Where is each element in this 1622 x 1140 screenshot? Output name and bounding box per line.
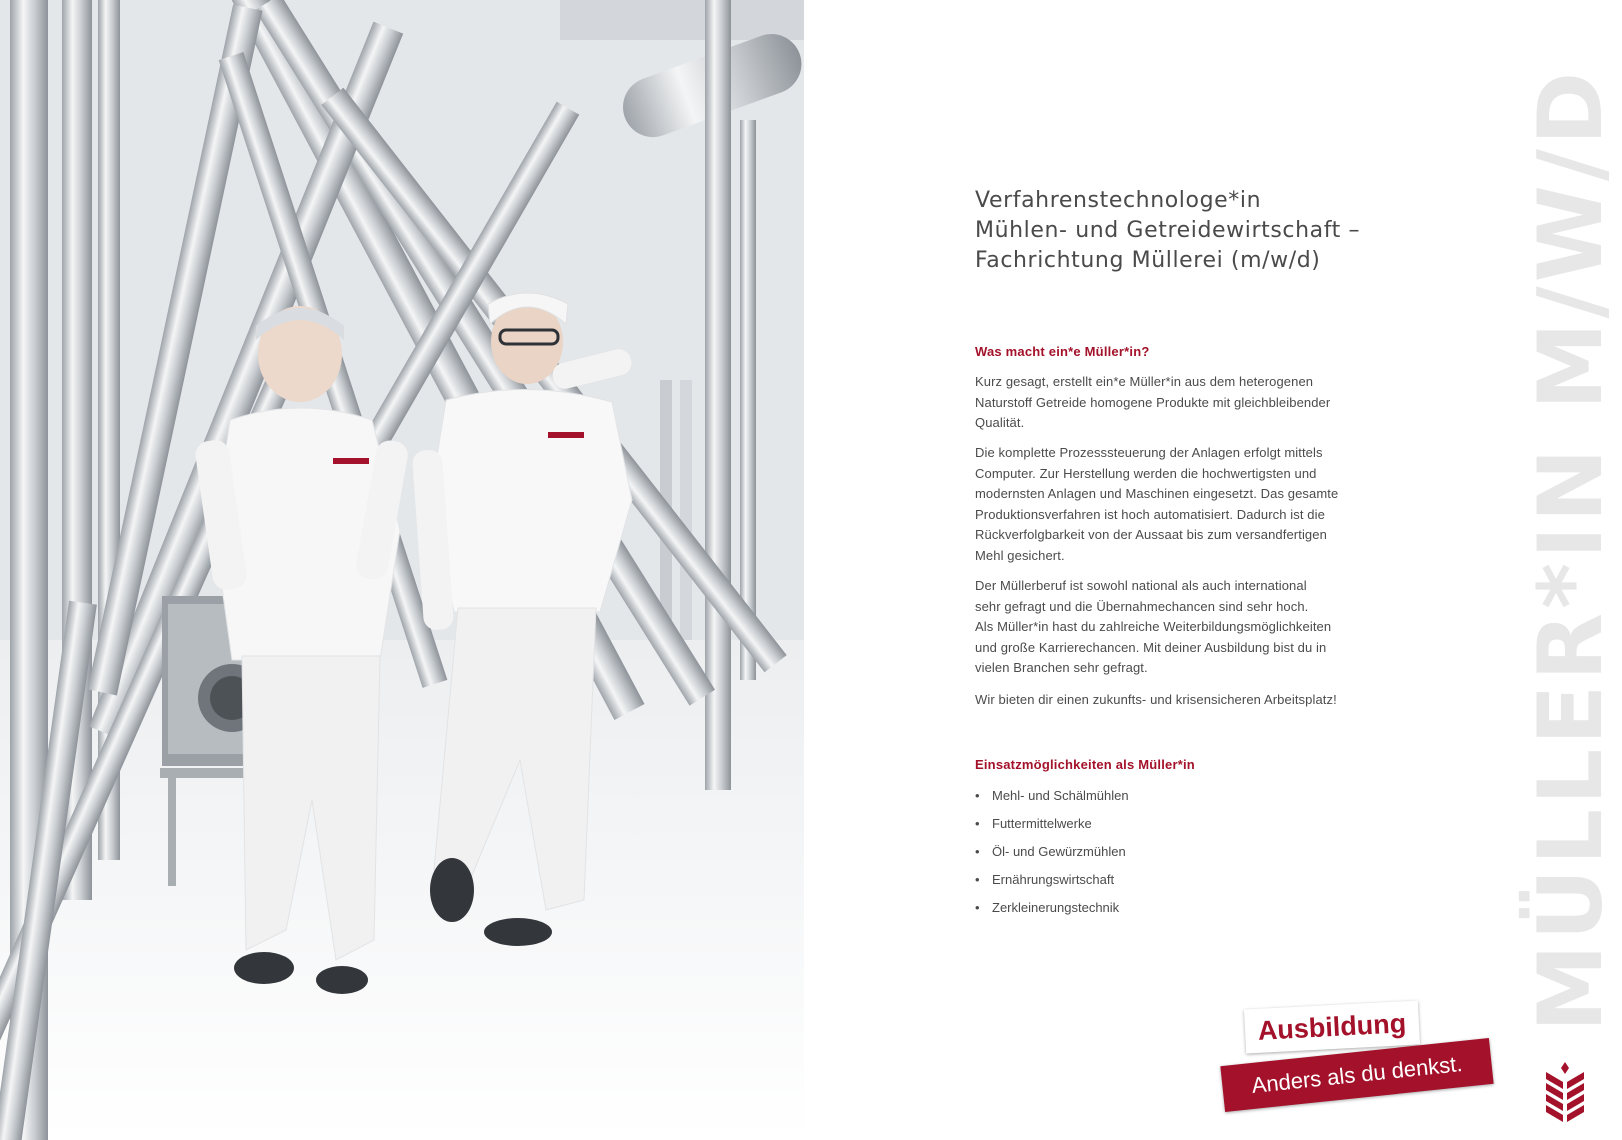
paragraph-line: Computer. Zur Herstellung werden die hochwertigsten und bbox=[975, 465, 1317, 481]
paragraph-line: Produktionsverfahren ist hoch automatisiert. Dadurch ist die bbox=[975, 506, 1325, 522]
bullet-icon: • bbox=[975, 900, 980, 915]
list-item bbox=[975, 894, 1129, 922]
stamp-slogan: Anders als du denkst. bbox=[1220, 1038, 1493, 1112]
paragraph-line: Der Müllerberuf ist sowohl national als auch international bbox=[975, 578, 1307, 593]
paragraph-career bbox=[975, 576, 1415, 679]
page-title bbox=[975, 186, 1435, 276]
paragraph-line: Rückverfolgbarkeit von der Aussaat bis zum versandfertigen bbox=[975, 527, 1327, 542]
paragraph-line: Mehl gesichert. bbox=[975, 547, 1065, 563]
wheat-logo-icon bbox=[1544, 1062, 1586, 1124]
list-item bbox=[975, 838, 1129, 866]
list-item bbox=[975, 782, 1129, 810]
list-item-label: Mehl- und Schälmühlen bbox=[992, 788, 1129, 803]
paragraph-line: sehr gefragt und die Übernahmechancen sind sehr hoch. bbox=[975, 598, 1309, 614]
bullet-icon: • bbox=[975, 816, 980, 831]
bullet-icon: • bbox=[975, 872, 980, 887]
section-heading-what: Was macht ein*e Müller*in? bbox=[975, 344, 1150, 359]
paragraph-line: Wir bieten dir einen zukunfts- und krisensicheren Arbeitsplatz! bbox=[975, 692, 1337, 707]
list-item-label: Futtermittelwerke bbox=[992, 816, 1092, 831]
paragraph-line: Qualität. bbox=[975, 415, 1025, 430]
title-line-3: Fachrichtung Müllerei (m/w/d) bbox=[975, 248, 1321, 273]
paragraph-line: Naturstoff Getreide homogene Produkte mit gleichbleibender bbox=[975, 394, 1331, 410]
title-line-1: Verfahrenstechnologe*in bbox=[975, 188, 1262, 213]
paragraph-line: Als Müller*in hast du zahlreiche Weiterbildungsmöglichkeiten bbox=[975, 619, 1332, 634]
stamp-ausbildung: Ausbildung bbox=[1244, 1000, 1420, 1053]
section-heading-uses: Einsatzmöglichkeiten als Müller*in bbox=[975, 757, 1195, 772]
paragraph-line: modernsten Anlagen und Maschinen eingesetzt. Das gesamte bbox=[975, 486, 1339, 501]
vertical-title: MÜLLER*IN M/W/D bbox=[1519, 67, 1622, 1032]
uses-list bbox=[975, 782, 1129, 922]
photo-illustration bbox=[0, 0, 806, 1140]
bullet-icon: • bbox=[975, 788, 980, 803]
list-item-label: Öl- und Gewürzmühlen bbox=[992, 844, 1126, 859]
list-item-label: Zerkleinerungstechnik bbox=[992, 900, 1120, 915]
paragraph-line: Kurz gesagt, erstellt ein*e Müller*in aus dem heterogenen bbox=[975, 374, 1314, 389]
paragraph-process bbox=[975, 443, 1415, 566]
paragraph-offer bbox=[975, 690, 1415, 711]
list-item-label: Ernährungswirtschaft bbox=[992, 872, 1115, 887]
paragraph-line: vielen Branchen sehr gefragt. bbox=[975, 660, 1148, 675]
paragraph-line: und große Karrierechancen. Mit deiner Ausbildung bist du in bbox=[975, 639, 1327, 655]
mill-workers-photo bbox=[0, 0, 806, 1140]
list-item bbox=[975, 810, 1129, 838]
list-item bbox=[975, 866, 1129, 894]
title-line-2: Mühlen- und Getreidewirtschaft – bbox=[975, 218, 1361, 243]
paragraph-line: Die komplette Prozesssteuerung der Anlagen erfolgt mittels bbox=[975, 445, 1323, 460]
bullet-icon: • bbox=[975, 844, 980, 859]
paragraph-intro bbox=[975, 372, 1415, 434]
